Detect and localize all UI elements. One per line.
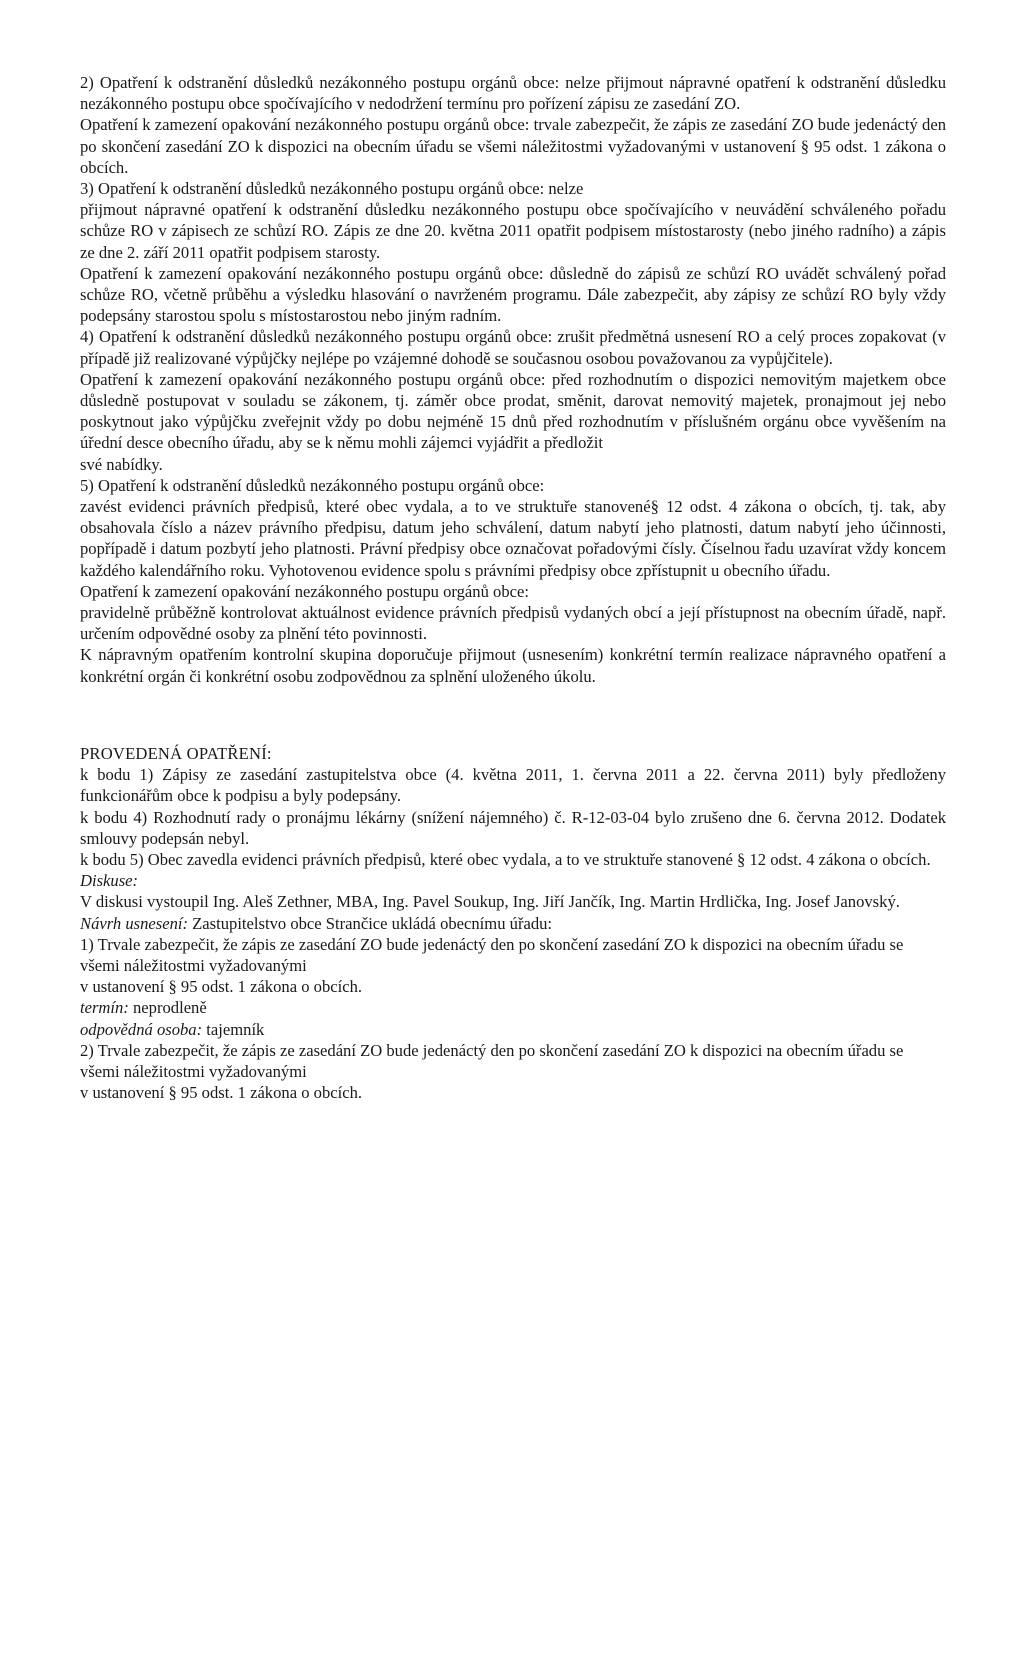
resolution-item-text: 2) Trvale zabezpečit, že zápis ze zasedání ZO bude jedenáctý den po skončení zasedání ZO k dispozici na obecním úřadu se všemi náležitostmi vyžadovanými [80,1040,904,1081]
paragraph-measure-5-prevention-intro [80,581,946,602]
item-text: k bodu 1) Zápisy ze zasedání zastupitelstva obce (4. května 2011, 1. června 2011 a 22. června 2011) byly předloženy funkcionářům obce k podpisu a byly podepsány. [80,765,946,806]
measure-item-4 [80,807,946,849]
paragraph-measure-5 [80,496,946,581]
paragraph-text: Opatření k zamezení opakování nezákonného postupu orgánů obce: před rozhodnutím o dispozici nemovitým majetkem obce důsledně postupovat v souladu se zákonem, tj. záměr obce prodat, směnit, darovat nemovitý majetek, pronajmout jej nebo poskytnout jako výpůjčku zveřejnit vždy po dobu nejméně 15 dnů před rozhodnutím v příslušném orgánu obce vyvěšením na úřední desce obecního úřadu, aby se k němu mohli zájemci vyjádřit a předložit [80,369,946,453]
discussion-body: V diskusi vystoupil Ing. Aleš Zethner, MBA, Ing. Pavel Soukup, Ing. Jiří Jančík, Ing. Martin Hrdlička, Ing. Josef Janovský. [80,892,900,912]
resolution-item-cont: v ustanovení § 95 odst. 1 zákona o obcích. [80,977,363,997]
heading-text: PROVEDENÁ OPATŘENÍ: [80,743,272,763]
measure-item-5 [80,849,946,870]
paragraph-text: Opatření k zamezení opakování nezákonného postupu orgánů obce: [80,581,529,601]
resolution-proposal [80,913,946,934]
item-text: k bodu 4) Rozhodnutí rady o pronájmu lékárny (snížení nájemného) č. R-12-03-04 bylo zrušeno dne 6. června 2012. Dodatek smlouvy podepsán nebyl. [80,807,946,848]
paragraph-measure-4-prevention [80,369,946,454]
paragraph-measure-2-prevention [80,114,946,178]
label-text: Diskuse: [80,871,139,891]
resolution-item-2-cont [80,1082,946,1103]
paragraph-text: K nápravným opatřením kontrolní skupina doporučuje přijmout (usnesením) konkrétní termín realizace nápravného opatření a konkrétní orgán či konkrétní osobu zodpovědnou za splnění uloženého úkolu. [80,645,946,686]
measure-item-1 [80,764,946,806]
paragraph-measure-2 [80,72,946,114]
paragraph-text: 2) Opatření k odstranění důsledků nezákonného postupu orgánů obce: nelze přijmout nápravné opatření k odstranění důsledku nezákonného postupu obce spočívajícího v nedodržení termínu pro pořízení zápisu ze zasedání ZO. [80,73,946,114]
paragraph-text: pravidelně průběžně kontrolovat aktuálnost evidence právních předpisů vydaných obcí a její přístupnost na obecním úřadě, např. určením odpovědné osoby za plnění této povinnosti. [80,603,946,644]
section-gap [80,687,946,743]
resolution-item-2 [80,1040,946,1082]
paragraph-measure-3-intro [80,178,946,199]
paragraph-text: Opatření k zamezení opakování nezákonného postupu orgánů obce: trvale zabezpečit, že zápis ze zasedání ZO bude jedenáctý den po skončení zasedání ZO k dispozici na obecním úřadu se všemi náležitostmi vyžadovanými v ustanovení § 95 odst. 1 zákona o obcích. [80,115,946,177]
discussion-text [80,891,946,912]
term-value: neprodleně [128,998,207,1018]
paragraph-text: 5) Opatření k odstranění důsledků nezákonného postupu orgánů obce: [80,475,545,495]
document-page [80,72,946,1103]
resolution-item-text: 1) Trvale zabezpečit, že zápis ze zasedání ZO bude jedenáctý den po skončení zasedání ZO k dispozici na obecním úřadu se všemi náležitostmi vyžadovanými [80,934,904,975]
paragraph-text: přijmout nápravné opatření k odstranění důsledku nezákonného postupu obce spočívajícího v neuvádění schváleného pořadu schůze RO v zápisech ze schůzí RO. Zápis ze dne 20. května 2011 opatřit podpisem místostarosty (nebo jiného radního) a zápis ze dne 2. září 2011 opatřit podpisem starosty. [80,200,946,262]
resolution-item-1-cont [80,976,946,997]
paragraph-measure-5-intro [80,475,946,496]
proposal-label: Návrh usnesení: [80,913,189,933]
paragraph-text: zavést evidenci právních předpisů, které obec vydala, a to ve struktuře stanovené§ 12 odst. 4 zákona o obcích, tj. tak, aby obsahovala číslo a název právního předpisu, datum jeho schválení, datum nabytí jeho platnosti, datum nabytí jeho účinnosti, popřípadě i datum pozbytí jeho platnosti. Právní předpisy obce označovat pořadovými čísly. Číselnou řadu uzavírat vždy koncem každého kalendářního roku. Vyhotovenou evidence spolu s právními předpisy obce zpřístupnit u obecního úřadu. [80,497,946,580]
term-label: termín: [80,998,129,1018]
paragraph-recommendation [80,644,946,686]
paragraph-measure-4 [80,326,946,368]
responsible-value: tajemník [202,1019,265,1039]
responsible-line [80,1019,946,1040]
resolution-item-1 [80,934,946,976]
item-text: k bodu 5) Obec zavedla evidenci právních předpisů, které obec vydala, a to ve struktuře stanovené § 12 odst. 4 zákona o obcích. [80,849,931,869]
term-line [80,997,946,1018]
resolution-item-cont: v ustanovení § 95 odst. 1 zákona o obcích. [80,1083,363,1103]
proposal-text: Zastupitelstvo obce Strančice ukládá obecnímu úřadu: [188,913,553,933]
paragraph-text: Opatření k zamezení opakování nezákonného postupu orgánů obce: důsledně do zápisů ze schůzí RO uvádět schválený pořad schůze RO, včetně průběhu a výsledku hlasování o navrženém programu. Dále zabezpečit, aby zápisy ze schůzí RO byly vždy podepsány starostou spolu s místostarostou nebo jiným radním. [80,263,946,326]
paragraph-measure-3 [80,199,946,263]
section-heading-measures-taken [80,743,946,764]
paragraph-measure-4-tail [80,454,946,475]
discussion-label [80,870,946,891]
paragraph-text: 4) Opatření k odstranění důsledků nezákonného postupu orgánů obce: zrušit předmětná usnesení RO a celý proces zopakovat (v případě již realizované výpůjčky nejlépe po vzájemné dohodě se současnou osobou považovanou za vypůjčitele). [80,327,946,368]
paragraph-measure-5-prevention [80,602,946,644]
responsible-label: odpovědná osoba: [80,1019,203,1039]
paragraph-text: své nabídky. [80,454,163,474]
paragraph-text: 3) Opatření k odstranění důsledků nezákonného postupu orgánů obce: nelze [80,179,584,199]
paragraph-measure-3-prevention [80,263,946,327]
